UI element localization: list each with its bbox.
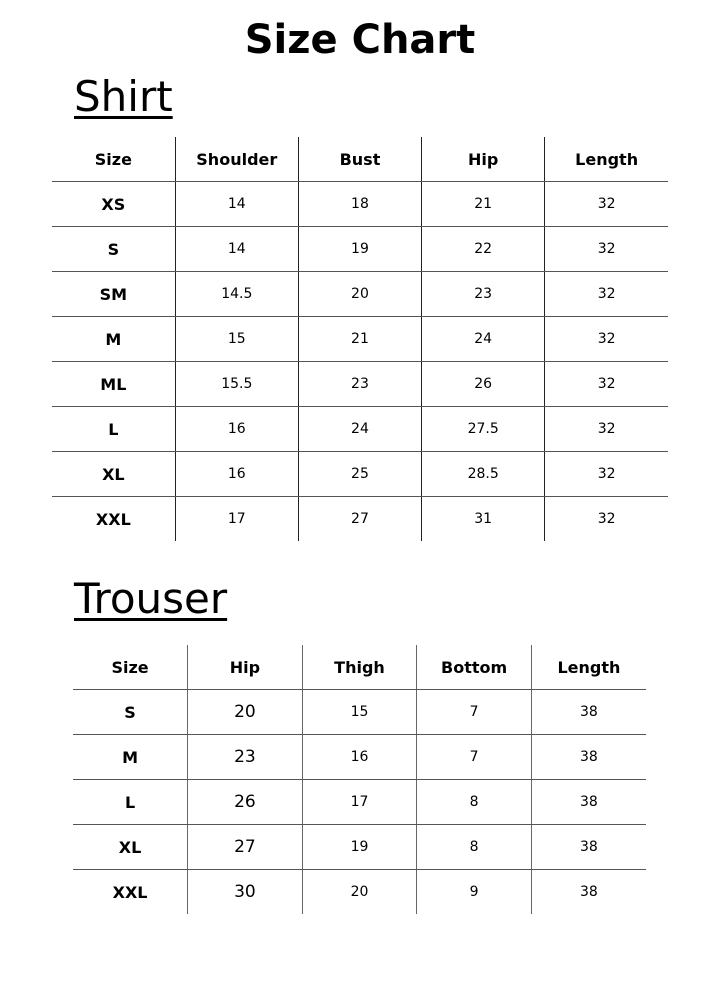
shirt-hip-cell: 21 [422, 182, 545, 227]
shirt-size-cell: XXL [52, 497, 175, 542]
shirt-hip-cell: 22 [422, 227, 545, 272]
shirt-row-xl [52, 452, 668, 497]
trouser-hip-cell: 30 [188, 870, 303, 915]
trouser-row-xl [73, 825, 646, 870]
trouser-header-hip: Hip [188, 645, 303, 690]
shirt-size-cell: XS [52, 182, 175, 227]
shirt-length-cell: 32 [545, 407, 668, 452]
trouser-length-cell: 38 [531, 735, 646, 780]
trouser-size-cell: M [73, 735, 188, 780]
trouser-bottom-cell: 8 [417, 780, 532, 825]
trouser-hip-cell: 23 [188, 735, 303, 780]
trouser-row-xxl [73, 870, 646, 915]
shirt-hip-cell: 28.5 [422, 452, 545, 497]
shirt-length-cell: 32 [545, 182, 668, 227]
trouser-row-m [73, 735, 646, 780]
shirt-header-row [52, 137, 668, 182]
shirt-bust-cell: 18 [298, 182, 421, 227]
trouser-header-bottom: Bottom [417, 645, 532, 690]
shirt-row-xs [52, 182, 668, 227]
shirt-shoulder-cell: 15 [175, 317, 298, 362]
trouser-thigh-cell: 17 [302, 780, 417, 825]
shirt-bust-cell: 24 [298, 407, 421, 452]
trouser-thigh-cell: 20 [302, 870, 417, 915]
shirt-shoulder-cell: 15.5 [175, 362, 298, 407]
trouser-size-cell: XXL [73, 870, 188, 915]
shirt-length-cell: 32 [545, 317, 668, 362]
trouser-thigh-cell: 15 [302, 690, 417, 735]
trouser-size-cell: XL [73, 825, 188, 870]
trouser-length-cell: 38 [531, 690, 646, 735]
trouser-row-l [73, 780, 646, 825]
trouser-bottom-cell: 7 [417, 690, 532, 735]
trouser-header-size: Size [73, 645, 188, 690]
shirt-row-m [52, 317, 668, 362]
shirt-row-xxl [52, 497, 668, 542]
trouser-bottom-cell: 9 [417, 870, 532, 915]
shirt-row-sm [52, 272, 668, 317]
shirt-length-cell: 32 [545, 497, 668, 542]
shirt-hip-cell: 24 [422, 317, 545, 362]
shirt-size-table [52, 137, 668, 541]
shirt-size-cell: SM [52, 272, 175, 317]
shirt-header-hip: Hip [422, 137, 545, 182]
shirt-size-cell: M [52, 317, 175, 362]
shirt-size-cell: XL [52, 452, 175, 497]
trouser-header-thigh: Thigh [302, 645, 417, 690]
shirt-bust-cell: 21 [298, 317, 421, 362]
shirt-size-cell: L [52, 407, 175, 452]
shirt-row-l [52, 407, 668, 452]
trouser-row-s [73, 690, 646, 735]
shirt-hip-cell: 27.5 [422, 407, 545, 452]
shirt-bust-cell: 20 [298, 272, 421, 317]
shirt-length-cell: 32 [545, 452, 668, 497]
shirt-header-length: Length [545, 137, 668, 182]
trouser-size-cell: S [73, 690, 188, 735]
shirt-hip-cell: 31 [422, 497, 545, 542]
trouser-hip-cell: 20 [188, 690, 303, 735]
shirt-bust-cell: 19 [298, 227, 421, 272]
trouser-hip-cell: 27 [188, 825, 303, 870]
trouser-bottom-cell: 8 [417, 825, 532, 870]
shirt-shoulder-cell: 16 [175, 407, 298, 452]
trouser-length-cell: 38 [531, 825, 646, 870]
shirt-hip-cell: 23 [422, 272, 545, 317]
trouser-thigh-cell: 16 [302, 735, 417, 780]
shirt-header-shoulder: Shoulder [175, 137, 298, 182]
shirt-hip-cell: 26 [422, 362, 545, 407]
shirt-header-bust: Bust [298, 137, 421, 182]
page-title: Size Chart [244, 17, 476, 63]
trouser-thigh-cell: 19 [302, 825, 417, 870]
trouser-size-table [73, 645, 646, 914]
shirt-bust-cell: 25 [298, 452, 421, 497]
shirt-bust-cell: 27 [298, 497, 421, 542]
trouser-size-cell: L [73, 780, 188, 825]
shirt-size-cell: ML [52, 362, 175, 407]
shirt-row-ml [52, 362, 668, 407]
shirt-size-cell: S [52, 227, 175, 272]
shirt-bust-cell: 23 [298, 362, 421, 407]
shirt-shoulder-cell: 14.5 [175, 272, 298, 317]
shirt-shoulder-cell: 16 [175, 452, 298, 497]
shirt-row-s [52, 227, 668, 272]
trouser-header-length: Length [531, 645, 646, 690]
trouser-length-cell: 38 [531, 870, 646, 915]
shirt-shoulder-cell: 14 [175, 182, 298, 227]
trouser-length-cell: 38 [531, 780, 646, 825]
trouser-bottom-cell: 7 [417, 735, 532, 780]
shirt-header-size: Size [52, 137, 175, 182]
trouser-section-title: Trouser [74, 574, 228, 623]
shirt-section-title: Shirt [74, 72, 173, 121]
shirt-length-cell: 32 [545, 362, 668, 407]
shirt-length-cell: 32 [545, 272, 668, 317]
trouser-hip-cell: 26 [188, 780, 303, 825]
shirt-shoulder-cell: 17 [175, 497, 298, 542]
trouser-header-row [73, 645, 646, 690]
shirt-length-cell: 32 [545, 227, 668, 272]
shirt-shoulder-cell: 14 [175, 227, 298, 272]
